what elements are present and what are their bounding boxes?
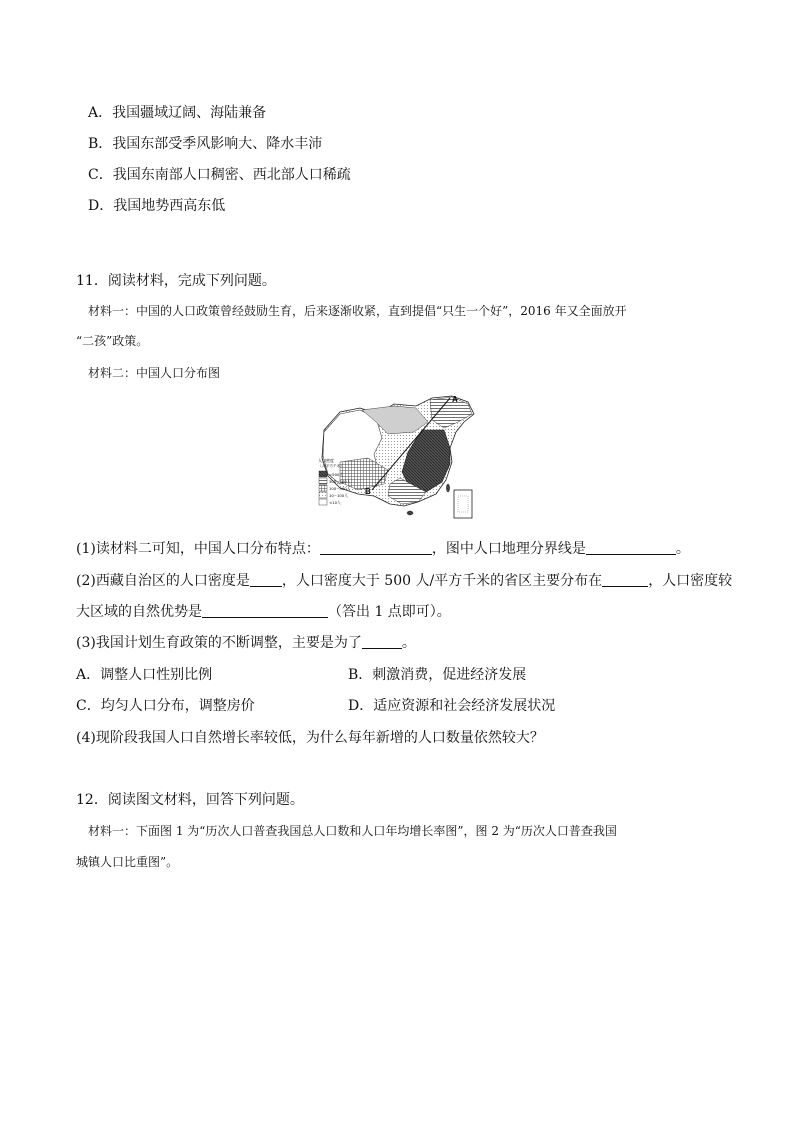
q11-sub3-text: (3)我国计划生育政策的不断调整，主要是为了: [76, 635, 362, 651]
q11-sub4: (4)现阶段我国人口自然增长率较低，为什么每年新增的人口数量依然较大？: [76, 730, 544, 746]
q12-material1-line1: 材料一：下面图 1 为“历次人口普查我国总人口数和人口年均增长率图”，图 2 为“历次人口普查我国: [88, 824, 617, 838]
q10-option-b: B．我国东部受季风影响大、降水丰沛: [88, 136, 323, 152]
q11-sub3: [76, 634, 416, 652]
q11-sub2-line2-text-b: （答出 1 点即可）。: [328, 604, 451, 620]
q11-sub2-text-a: (2)西藏自治区的人口密度是: [76, 573, 250, 589]
q11-sub2-blank-1[interactable]: [250, 572, 282, 587]
q11-sub3-blank[interactable]: [362, 634, 402, 649]
q11-sub3-option-d: D．适应资源和社会经济发展状况: [348, 698, 556, 714]
q11-sub2-line2-text-a: 大区域的自然优势是: [76, 604, 202, 620]
q12-header: 12．阅读图文材料，回答下列问题。: [76, 792, 304, 808]
legend-item-1: >500人: [329, 472, 344, 477]
q11-sub3-end: 。: [401, 635, 416, 651]
q11-sub2-line2: [76, 603, 451, 621]
q10-option-a: A．我国疆域辽阔、海陆兼备: [88, 105, 267, 121]
q11-sub1-text-b: ，图中人口地理分界线是: [431, 541, 586, 557]
legend-item-4: 10~100人: [329, 493, 349, 498]
q11-sub2-blank-2[interactable]: [602, 572, 648, 587]
q11-material1-line1: 材料一：中国的人口政策曾经鼓励生育，后来逐渐收紧，直到提倡“只生一个好”，2016 年又全面放开: [88, 304, 627, 318]
q11-sub1-blank-1[interactable]: [320, 540, 432, 555]
q11-sub1-text-a: (1)读材料二可知，中国人口分布特点：: [76, 541, 320, 557]
q11-sub2-text-c: ，人口密度较: [648, 573, 733, 589]
q11-material1-line2: “二孩”政策。: [76, 334, 149, 348]
q11-material2-caption: 材料二：中国人口分布图: [88, 366, 221, 380]
legend-item-2: 300~500人: [329, 479, 351, 484]
south-china-sea-inset: [454, 490, 472, 518]
legend-item-5: <10人: [329, 500, 341, 505]
q11-sub3-option-c: C．均匀人口分布，调整房价: [76, 698, 255, 714]
q11-sub1-end: 。: [675, 541, 690, 557]
china-population-map: [318, 392, 478, 522]
q11-sub2-blank-3[interactable]: [202, 603, 328, 618]
hainan-island: [407, 511, 413, 515]
label-a: A: [452, 395, 458, 404]
q11-sub2: [76, 572, 732, 590]
taiwan-island: [446, 484, 449, 492]
legend-unit: （人/平方千米）: [318, 464, 344, 468]
q11-sub1-blank-2[interactable]: [586, 540, 676, 555]
q10-option-c: C．我国东南部人口稠密、西北部人口稀疏: [88, 167, 351, 183]
q11-sub1: [76, 540, 690, 558]
label-b: B: [365, 487, 371, 496]
legend-item-3: 100~300人: [329, 486, 351, 491]
q10-option-d: D．我国地势西高东低: [88, 198, 226, 214]
q12-material1-line2: 城镇人口比重图”。: [76, 855, 179, 869]
legend-title: 人口密度: [318, 458, 334, 463]
q11-header: 11．阅读材料，完成下列问题。: [76, 273, 276, 289]
q11-sub3-option-a: A．调整人口性别比例: [76, 667, 213, 683]
q11-sub3-option-b: B．刺激消费，促进经济发展: [348, 667, 527, 683]
q11-sub2-text-b: ，人口密度大于 500 人/平方千米的省区主要分布在: [281, 573, 603, 589]
